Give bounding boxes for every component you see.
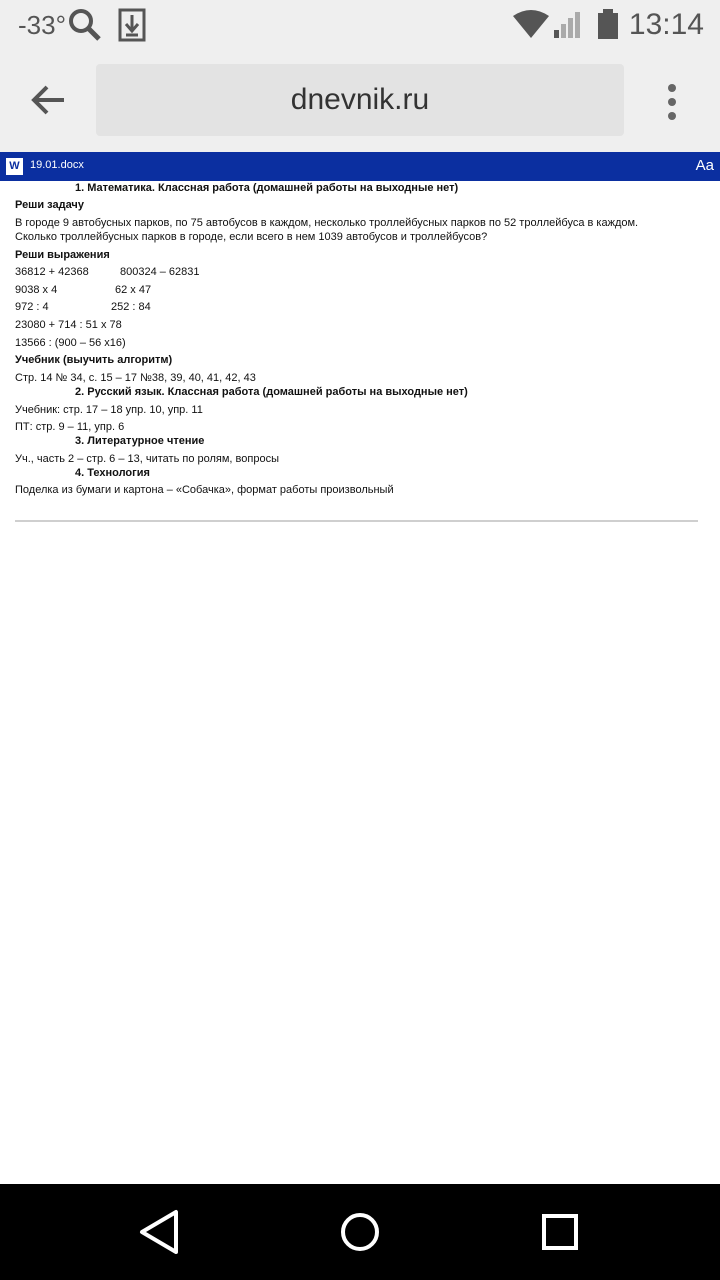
home-circle-icon[interactable] [334, 1206, 386, 1258]
expression: 9038 х 4 [15, 284, 58, 296]
status-bar [0, 0, 720, 48]
document-filename: 19.01.docx [30, 159, 84, 171]
section-heading-russian: 2. Русский язык. Классная работа (домашней работы на выходные нет) [75, 386, 468, 398]
wifi-icon [512, 10, 550, 38]
technology-task: Поделка из бумаги и картона – «Собачка», формат работы произвольный [15, 484, 394, 496]
expression: 972 : 4 [15, 301, 49, 313]
task-text-line2: Сколько троллейбусных парков в городе, если всего в нем 1039 автобусов и троллейбусов? [15, 231, 488, 243]
section-heading-math: 1. Математика. Классная работа (домашней работы на выходные нет) [75, 182, 459, 194]
textbook-heading: Учебник (выучить алгоритм) [15, 354, 173, 366]
section-heading-reading: 3. Литературное чтение [75, 435, 205, 447]
expression: 36812 + 42368 [15, 266, 89, 278]
url-text: dnevnik.ru [290, 83, 430, 116]
document-header-bar [0, 152, 720, 181]
battery-icon [596, 8, 620, 40]
download-icon [118, 8, 146, 42]
section-heading-technology: 4. Технология [75, 467, 150, 479]
expression: 800324 – 62831 [120, 266, 200, 278]
expression: 23080 + 714 : 51 х 78 [15, 319, 122, 331]
text-size-button[interactable]: Aa [695, 157, 714, 174]
back-triangle-icon[interactable] [134, 1206, 186, 1258]
expression: 13566 : (900 – 56 х16) [15, 337, 126, 349]
word-icon: W [6, 158, 23, 175]
reading-task: Уч., часть 2 – стр. 6 – 13, читать по ролям, вопросы [15, 453, 279, 465]
russian-textbook: Учебник: стр. 17 – 18 упр. 10, упр. 11 [15, 404, 203, 416]
recents-square-icon[interactable] [534, 1206, 586, 1258]
russian-workbook: ПТ: стр. 9 – 11, упр. 6 [15, 421, 125, 433]
temperature-indicator: -33° [18, 10, 66, 40]
expressions-heading: Реши выражения [15, 249, 110, 261]
signal-icon [552, 10, 584, 38]
url-bar[interactable] [96, 64, 624, 136]
task-heading: Реши задачу [15, 199, 84, 211]
task-text-line1: В городе 9 автобусных парков, по 75 автобусов в каждом, несколько троллейбусных парков по 52 троллейбуса в каждом. [15, 217, 639, 229]
browser-toolbar [0, 48, 720, 152]
overflow-menu-icon[interactable] [664, 82, 680, 122]
clock: 13:14 [628, 8, 704, 41]
back-arrow-icon[interactable] [28, 80, 68, 120]
textbook-pages: Стр. 14 № 34, с. 15 – 17 №38, 39, 40, 41, 42, 43 [15, 372, 256, 384]
expression: 62 х 47 [115, 284, 152, 296]
search-icon [68, 8, 102, 42]
page-divider [15, 520, 698, 522]
navigation-bar [0, 1184, 720, 1280]
expression: 252 : 84 [111, 301, 151, 313]
